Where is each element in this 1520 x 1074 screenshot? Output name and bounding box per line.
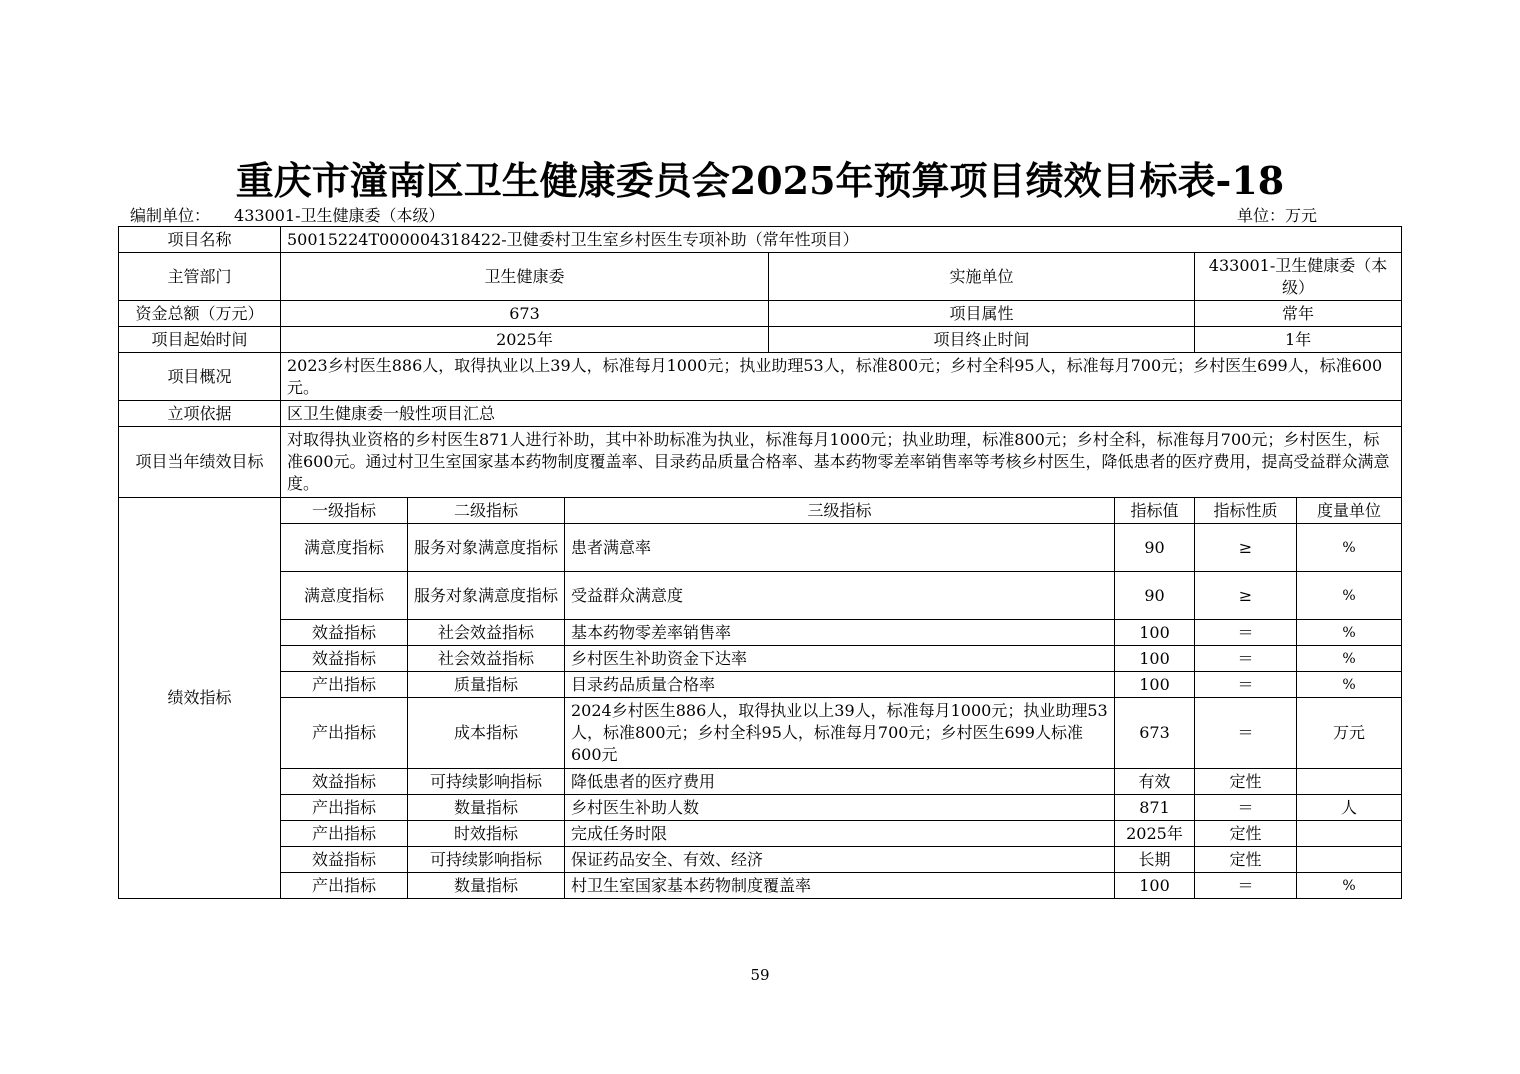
compiling-unit-label: 编制单位： — [130, 206, 211, 225]
table-row — [119, 795, 1402, 821]
fund-label: 资金总额（万元） — [119, 301, 281, 327]
cell-l2: 质量指标 — [408, 672, 565, 698]
cell-nature: ＝ — [1195, 646, 1297, 672]
cell-unit: % — [1297, 672, 1402, 698]
perf-header-l1: 一级指标 — [281, 498, 408, 524]
cell-unit: % — [1297, 524, 1402, 572]
page-title: 重庆市潼南区卫生健康委员会2025年预算项目绩效目标表-18 — [235, 158, 1285, 203]
cell-l3: 2024乡村医生886人，取得执业以上39人，标准每月1000元；执业助理53人，标准800元；乡村全科95人，标准每月700元；乡村医生699人标准600元 — [565, 698, 1115, 769]
goal-label: 项目当年绩效目标 — [119, 427, 281, 498]
cell-l1: 满意度指标 — [281, 524, 408, 572]
cell-nature: ≥ — [1195, 572, 1297, 620]
basis-value: 区卫生健康委一般性项目汇总 — [281, 401, 1402, 427]
cell-value: 2025年 — [1115, 821, 1195, 847]
table-row — [119, 646, 1402, 672]
row-fund — [119, 301, 1402, 327]
cell-l3: 保证药品安全、有效、经济 — [565, 847, 1115, 873]
cell-nature: ＝ — [1195, 620, 1297, 646]
perf-header-unit: 度量单位 — [1297, 498, 1402, 524]
cell-l2: 数量指标 — [408, 873, 565, 899]
cell-value: 长期 — [1115, 847, 1195, 873]
cell-l2: 可持续影响指标 — [408, 769, 565, 795]
basis-label: 立项依据 — [119, 401, 281, 427]
cell-value: 100 — [1115, 646, 1195, 672]
impl-label: 实施单位 — [769, 253, 1195, 301]
cell-l1: 产出指标 — [281, 698, 408, 769]
perf-header-l2: 二级指标 — [408, 498, 565, 524]
cell-unit: % — [1297, 572, 1402, 620]
cell-l2: 服务对象满意度指标 — [408, 572, 565, 620]
cell-l2: 数量指标 — [408, 795, 565, 821]
cell-l3: 基本药物零差率销售率 — [565, 620, 1115, 646]
cell-unit: 人 — [1297, 795, 1402, 821]
table-row — [119, 698, 1402, 769]
table-row — [119, 769, 1402, 795]
cell-unit: 万元 — [1297, 698, 1402, 769]
overview-value: 2023乡村医生886人，取得执业以上39人，标准每月1000元；执业助理53人，标准800元；乡村全科95人，标准每月700元；乡村医生699人，标准600元。 — [281, 353, 1402, 401]
attr-label: 项目属性 — [769, 301, 1195, 327]
cell-value: 90 — [1115, 524, 1195, 572]
cell-l3: 目录药品质量合格率 — [565, 672, 1115, 698]
row-basis — [119, 401, 1402, 427]
cell-l3: 完成任务时限 — [565, 821, 1115, 847]
project-name-value: 50015224T000004318422-卫健委村卫生室乡村医生专项补助（常年性项目） — [281, 227, 1402, 253]
cell-l1: 产出指标 — [281, 821, 408, 847]
project-name-label: 项目名称 — [119, 227, 281, 253]
cell-unit — [1297, 821, 1402, 847]
cell-nature: ＝ — [1195, 672, 1297, 698]
table-row — [119, 524, 1402, 572]
cell-l2: 服务对象满意度指标 — [408, 524, 565, 572]
cell-unit — [1297, 847, 1402, 873]
cell-l1: 效益指标 — [281, 620, 408, 646]
cell-value: 有效 — [1115, 769, 1195, 795]
cell-l1: 效益指标 — [281, 847, 408, 873]
dept-label: 主管部门 — [119, 253, 281, 301]
cell-l2: 可持续影响指标 — [408, 847, 565, 873]
cell-l2: 时效指标 — [408, 821, 565, 847]
cell-value: 871 — [1115, 795, 1195, 821]
cell-nature: ＝ — [1195, 873, 1297, 899]
cell-unit: % — [1297, 873, 1402, 899]
cell-unit: % — [1297, 646, 1402, 672]
money-unit: 单位：万元 — [1237, 206, 1318, 225]
cell-nature: ＝ — [1195, 795, 1297, 821]
table-row — [119, 672, 1402, 698]
dept-value: 卫生健康委 — [281, 253, 769, 301]
cell-l3: 降低患者的医疗费用 — [565, 769, 1115, 795]
cell-nature: 定性 — [1195, 769, 1297, 795]
overview-label: 项目概况 — [119, 353, 281, 401]
cell-l3: 受益群众满意度 — [565, 572, 1115, 620]
perf-label: 绩效指标 — [119, 498, 281, 899]
table-row — [119, 572, 1402, 620]
perf-header-nature: 指标性质 — [1195, 498, 1297, 524]
cell-nature: ≥ — [1195, 524, 1297, 572]
cell-nature: 定性 — [1195, 847, 1297, 873]
cell-value: 90 — [1115, 572, 1195, 620]
cell-l1: 产出指标 — [281, 795, 408, 821]
table-row — [119, 821, 1402, 847]
end-label: 项目终止时间 — [769, 327, 1195, 353]
cell-l3: 乡村医生补助人数 — [565, 795, 1115, 821]
cell-l3: 村卫生室国家基本药物制度覆盖率 — [565, 873, 1115, 899]
table-row — [119, 847, 1402, 873]
cell-l1: 效益指标 — [281, 769, 408, 795]
row-goal — [119, 427, 1402, 498]
cell-l1: 产出指标 — [281, 873, 408, 899]
cell-l2: 社会效益指标 — [408, 620, 565, 646]
compiling-unit — [130, 203, 445, 226]
cell-l2: 成本指标 — [408, 698, 565, 769]
cell-l3: 患者满意率 — [565, 524, 1115, 572]
fund-value: 673 — [281, 301, 769, 327]
row-time — [119, 327, 1402, 353]
cell-l3: 乡村医生补助资金下达率 — [565, 646, 1115, 672]
compiling-unit-value: 433001-卫生健康委（本级） — [234, 206, 445, 225]
start-label: 项目起始时间 — [119, 327, 281, 353]
goal-value: 对取得执业资格的乡村医生871人进行补助，其中补助标准为执业，标准每月1000元；执业助理，标准800元；乡村全科，标准每月700元；乡村医生，标准600元。通过村卫生室国家基本药物制度覆盖率、目录药品质量合格率、基本药物零差率销售率等考核乡村医生，降低患者的医疗费用，提高受益群众满意度。 — [281, 427, 1402, 498]
cell-value: 100 — [1115, 873, 1195, 899]
perf-header-l3: 三级指标 — [565, 498, 1115, 524]
page-number: 59 — [750, 966, 770, 984]
cell-l1: 产出指标 — [281, 672, 408, 698]
cell-l1: 满意度指标 — [281, 572, 408, 620]
perf-header-row — [119, 498, 1402, 524]
cell-value: 100 — [1115, 672, 1195, 698]
cell-l2: 社会效益指标 — [408, 646, 565, 672]
row-department — [119, 253, 1402, 301]
end-value: 1年 — [1195, 327, 1402, 353]
cell-value: 100 — [1115, 620, 1195, 646]
start-value: 2025年 — [281, 327, 769, 353]
cell-nature: 定性 — [1195, 821, 1297, 847]
cell-l1: 效益指标 — [281, 646, 408, 672]
cell-unit: % — [1297, 620, 1402, 646]
performance-target-table — [118, 226, 1402, 899]
row-overview — [119, 353, 1402, 401]
cell-nature: ＝ — [1195, 698, 1297, 769]
attr-value: 常年 — [1195, 301, 1402, 327]
cell-unit — [1297, 769, 1402, 795]
impl-value: 433001-卫生健康委（本级） — [1195, 253, 1402, 301]
perf-header-value: 指标值 — [1115, 498, 1195, 524]
row-project-name — [119, 227, 1402, 253]
cell-value: 673 — [1115, 698, 1195, 769]
table-row — [119, 873, 1402, 899]
table-row — [119, 620, 1402, 646]
